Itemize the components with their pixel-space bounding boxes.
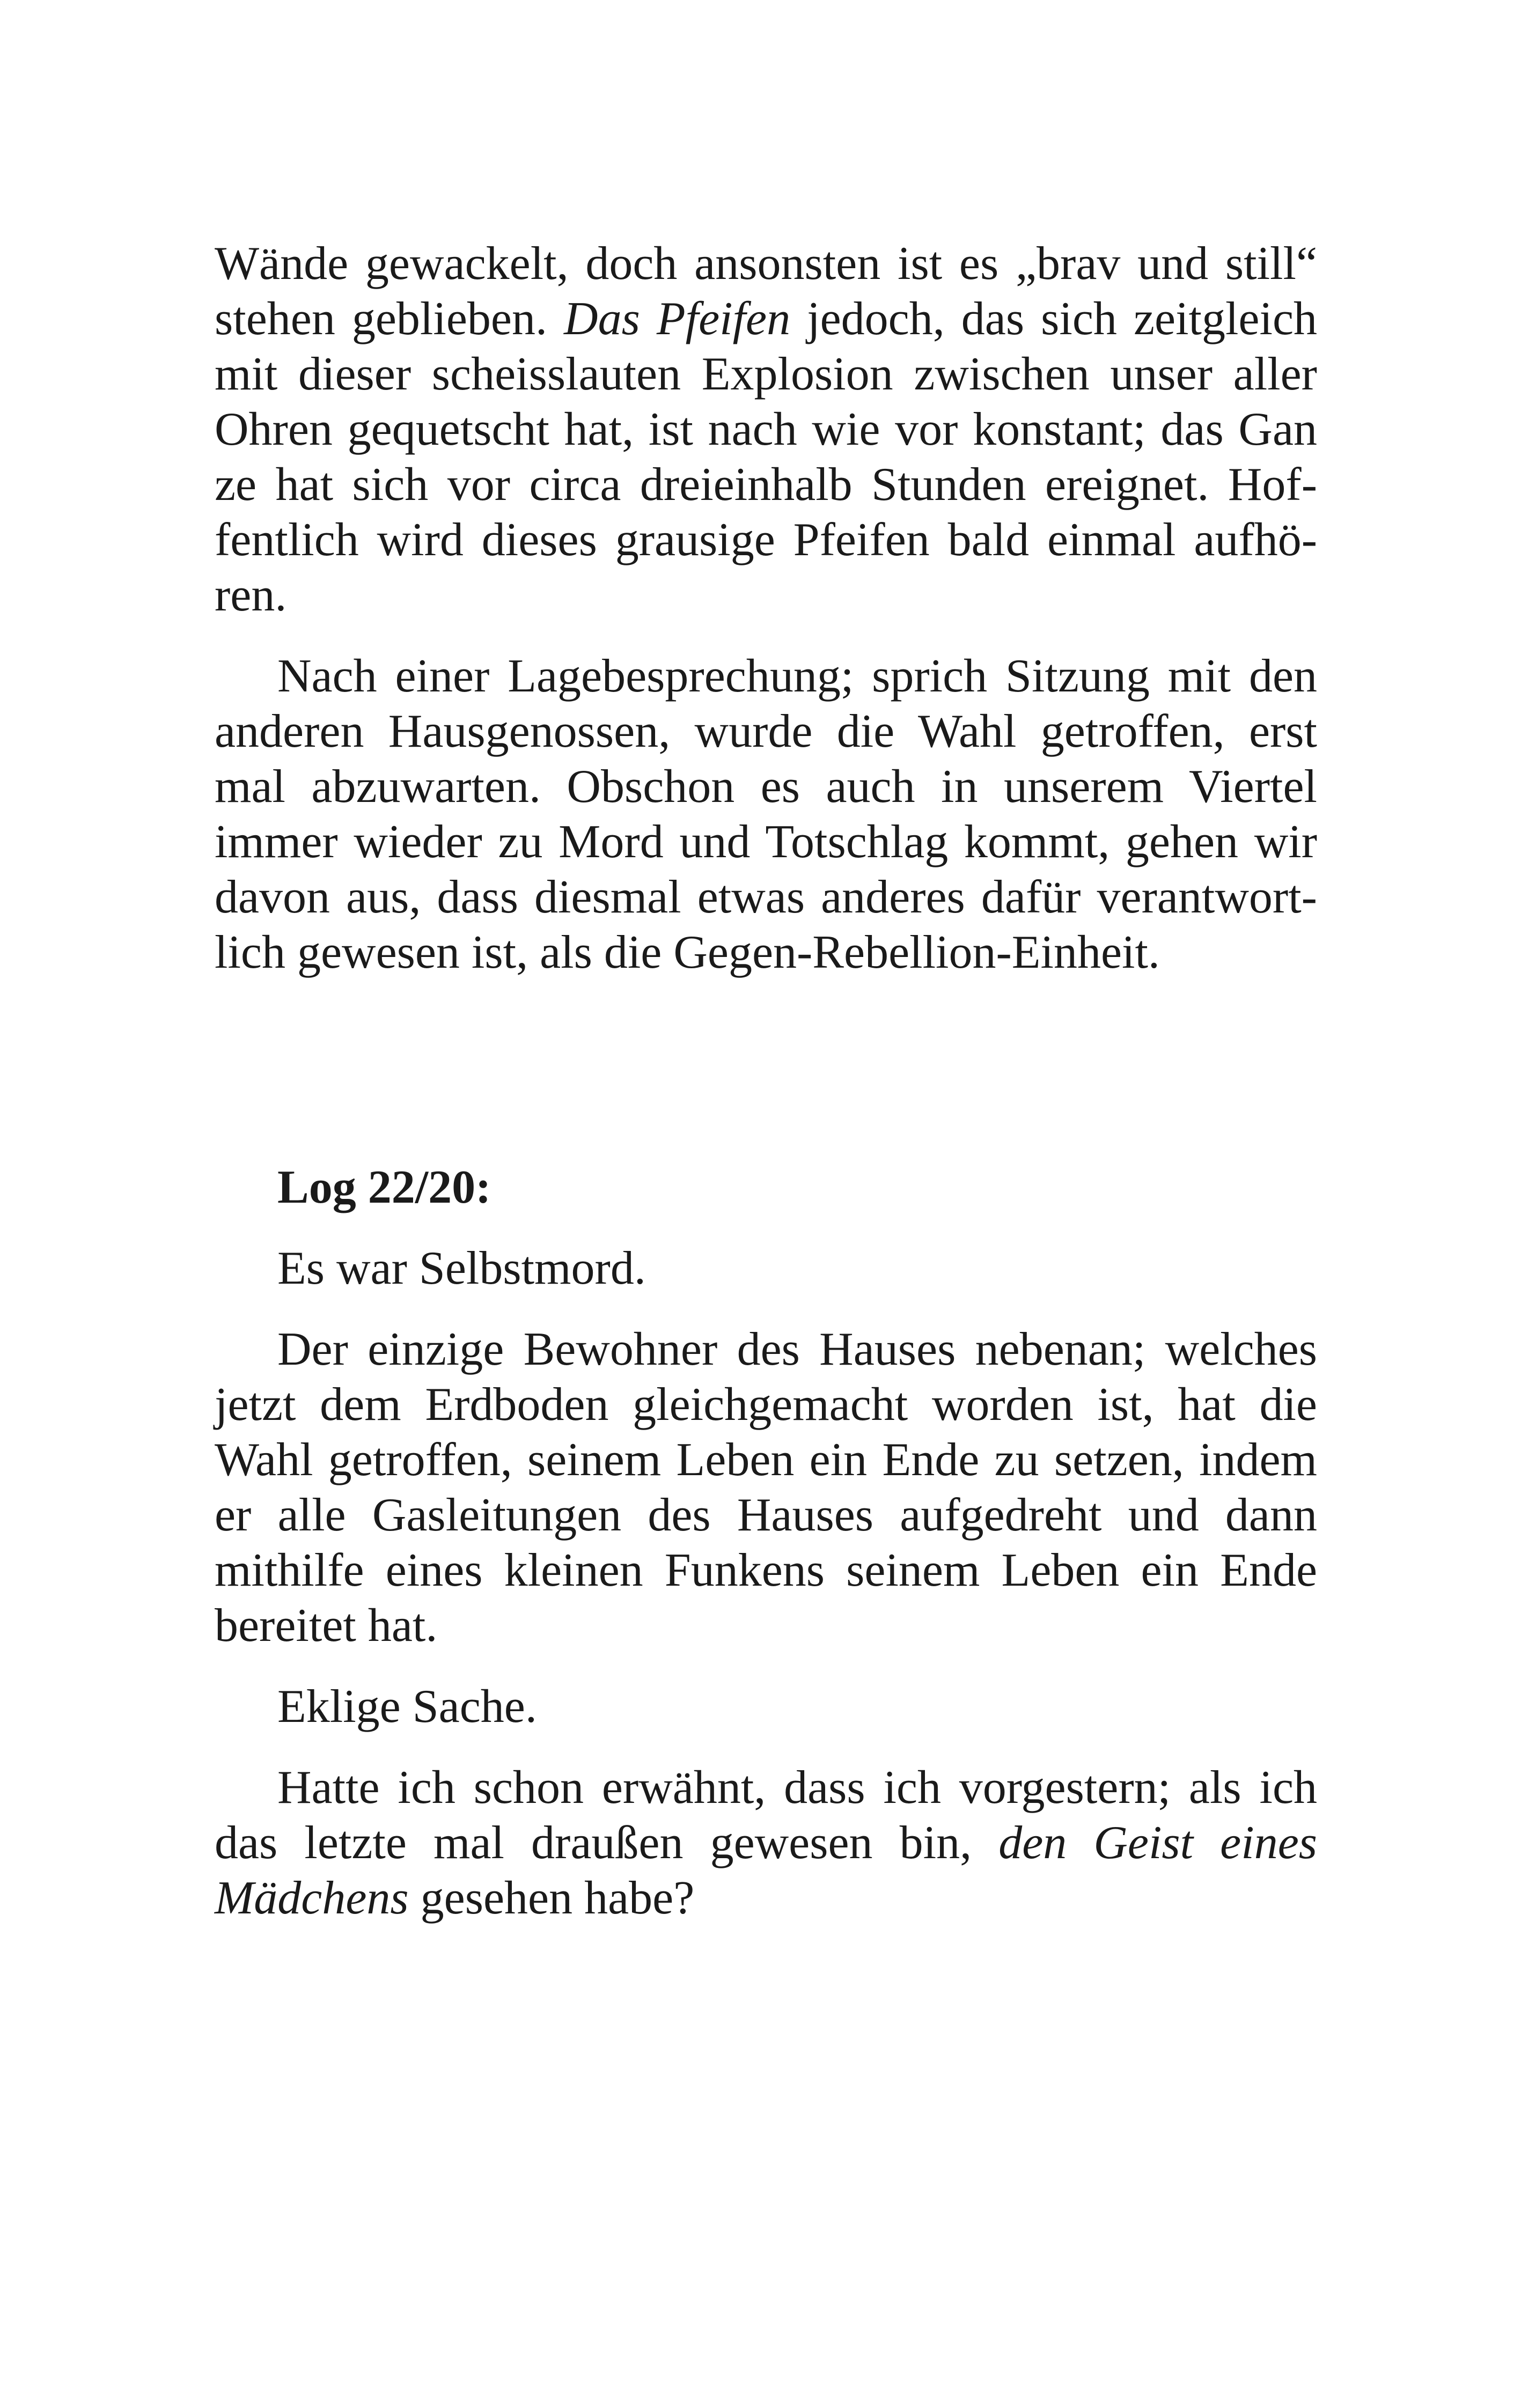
emphasis: den Geist eines	[998, 1817, 1317, 1869]
text-line: Wände gewackelt, doch ansonsten ist es „brav und still“	[215, 238, 1317, 290]
text-run: das letzte mal draußen gewesen bin,	[215, 1817, 999, 1869]
text-line: Es war Selbstmord.	[277, 1242, 646, 1294]
text-line: mit dieser scheisslauten Explosion zwischen unser aller	[215, 348, 1317, 400]
text-line: davon aus, dass diesmal etwas anderes dafür verantwort-	[215, 871, 1317, 923]
text-line: Nach einer Lagebesprechung; sprich Sitzung mit den	[277, 650, 1317, 702]
text-line: Hatte ich schon erwähnt, dass ich vorgestern; als ich	[277, 1762, 1317, 1814]
paragraph-6	[215, 1760, 1317, 1926]
text-line: mal abzuwarten. Obschon es auch in unserem Viertel	[215, 761, 1317, 813]
text-line: Ohren gequetscht hat, ist nach wie vor konstant; das Gan	[215, 403, 1317, 455]
paragraph-2	[215, 649, 1317, 980]
text-line	[215, 1815, 1317, 1871]
text-line: lich gewesen ist, als die Gegen-Rebellion-Einheit.	[215, 926, 1160, 978]
paragraph-3	[215, 1241, 1317, 1296]
paragraph-4	[215, 1322, 1317, 1653]
text-line: Eklige Sache.	[277, 1681, 537, 1733]
text-line: fentlich wird dieses grausige Pfeifen bald einmal aufhö-	[215, 514, 1317, 566]
text-line: jetzt dem Erdboden gleichgemacht worden ist, hat die	[215, 1379, 1317, 1431]
text-run: jedoch, das sich zeitgleich	[790, 293, 1317, 345]
text-line: Der einzige Bewohner des Hauses nebenan; welches	[277, 1323, 1317, 1375]
text-line: mithilfe eines kleinen Funkens seinem Leben ein Ende	[215, 1544, 1317, 1596]
text-line: ren.	[215, 569, 287, 621]
text-line	[215, 1871, 1317, 1926]
text-line: anderen Hausgenossen, wurde die Wahl getroffen, erst	[215, 705, 1317, 757]
paragraph-5	[215, 1679, 1317, 1734]
text-run: stehen geblieben.	[215, 293, 564, 345]
text-run: gesehen habe?	[408, 1872, 695, 1924]
paragraph-1	[215, 236, 1317, 623]
log-heading: Log 22/20:	[277, 1161, 491, 1213]
text-line: er alle Gasleitungen des Hauses aufgedreht und dann	[215, 1489, 1317, 1541]
text-line	[215, 291, 1317, 347]
text-line: immer wieder zu Mord und Totschlag kommt, gehen wir	[215, 816, 1317, 868]
emphasis: Das Pfeifen	[564, 293, 791, 345]
log-entry	[215, 1160, 1317, 1926]
page-body	[215, 236, 1317, 1926]
text-line: bereitet hat.	[215, 1600, 438, 1652]
emphasis: Mädchens	[215, 1872, 409, 1924]
text-line: Wahl getroffen, seinem Leben ein Ende zu setzen, indem	[215, 1434, 1317, 1486]
text-line: ze hat sich vor circa dreieinhalb Stunden ereignet. Hof-	[215, 459, 1317, 511]
